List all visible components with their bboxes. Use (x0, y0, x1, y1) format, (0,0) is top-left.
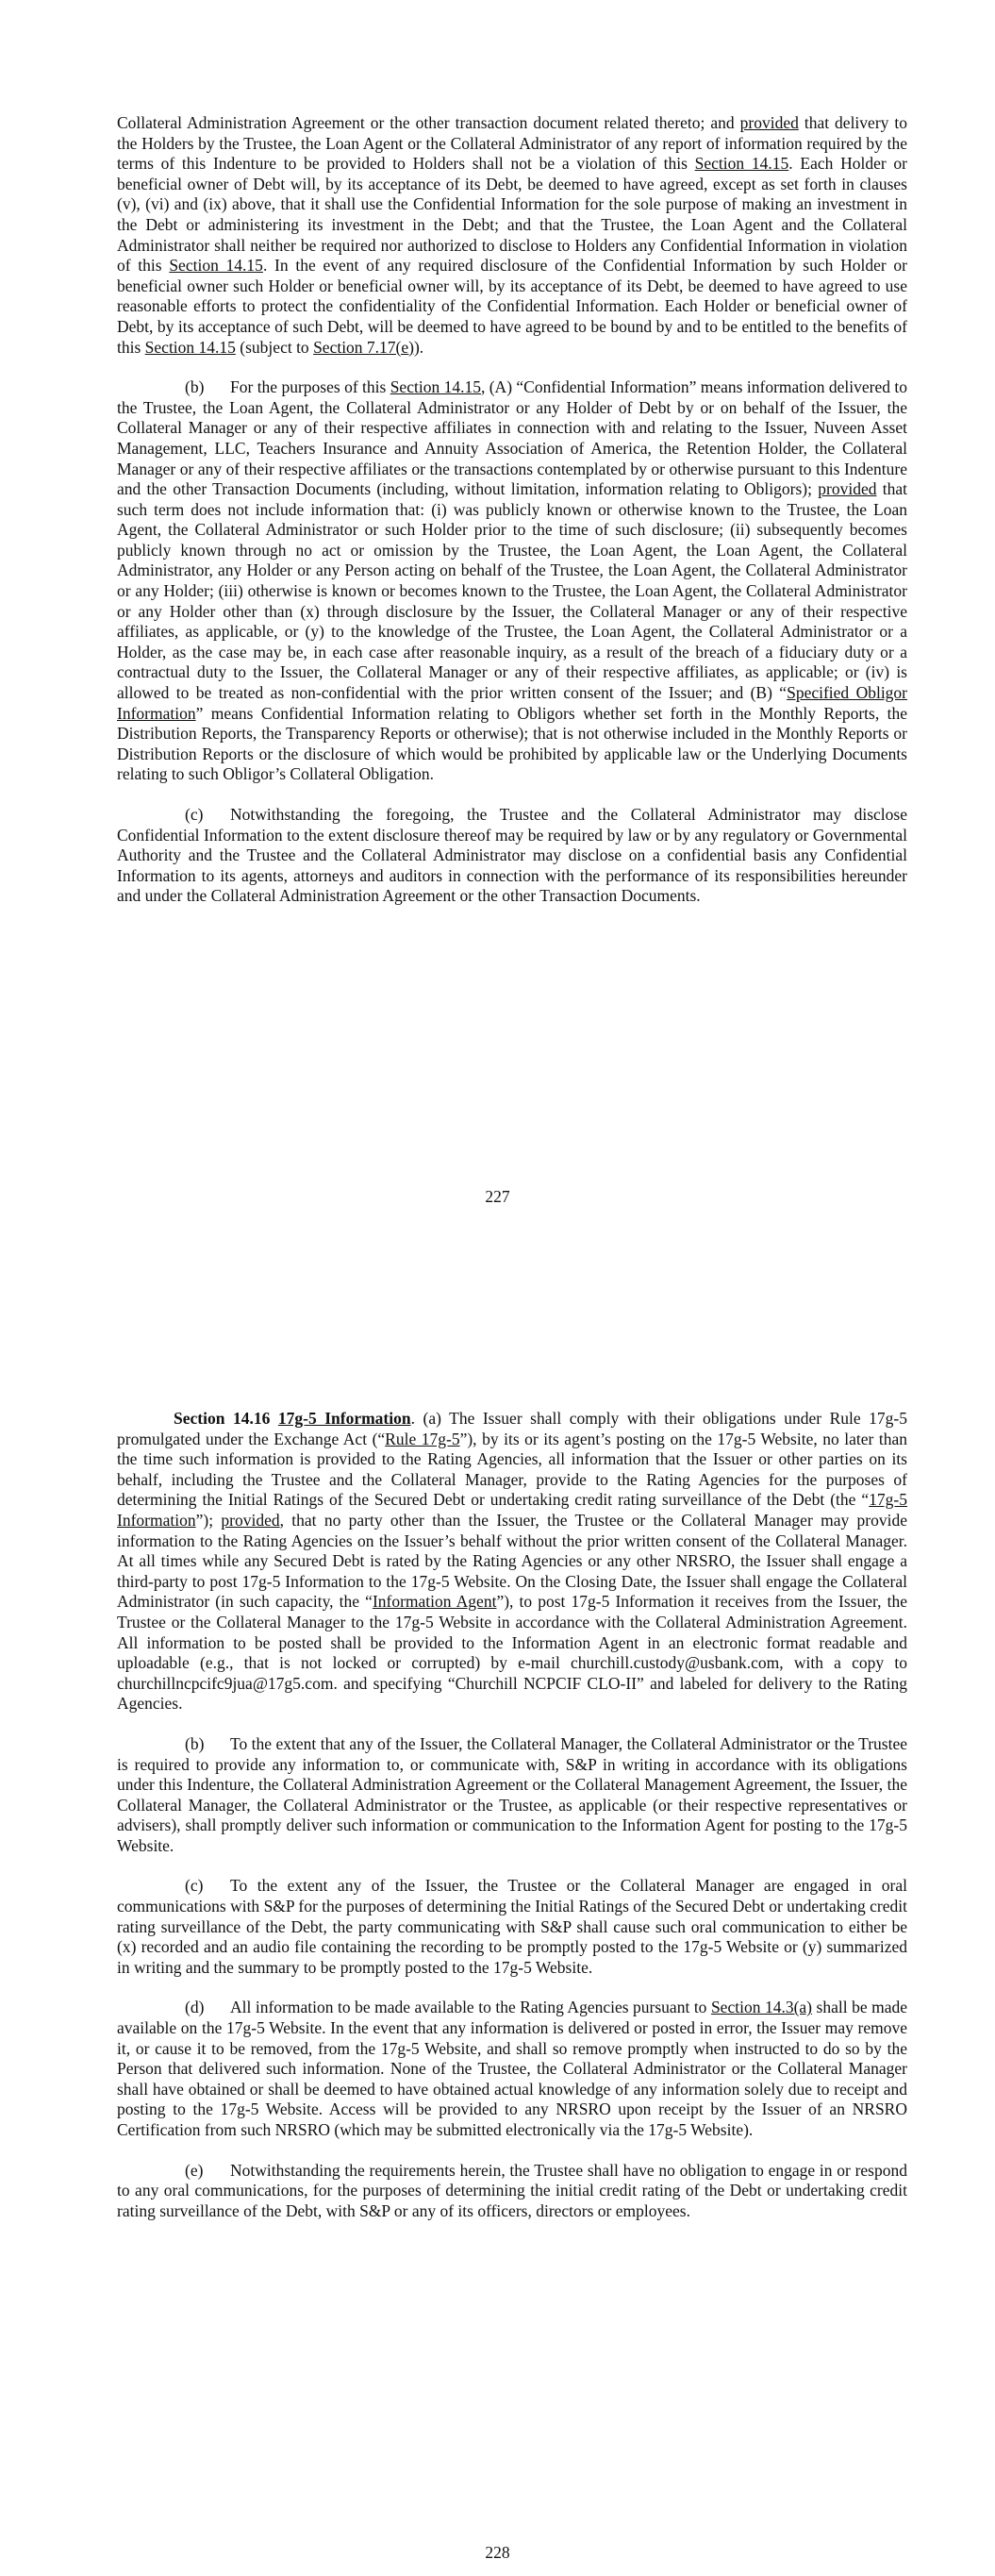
defined-term: Information Agent (372, 1592, 497, 1612)
section-reference: Section 14.15 (169, 256, 263, 276)
text: . (a) The Issuer shall comply with their obligations under Rule 17g-5 promulgated under the Exchange Act (“ (117, 1409, 907, 1448)
text: To the extent that any of the Issuer, the Collateral Manager, the Collateral Administrator or the Trustee is required to provide any information to, or communicate with, S&P in writing in accordance with its obligations under this Indenture, the Collateral Administration Agreement or the Collateral Management Agreement, the Issuer, the Collateral Manager, the Collateral Administrator or the Trustee, as applicable (or their respective representatives or advisers), shall promptly deliver such information or communication to the Information Agent for posting to the 17g-5 Website. (117, 1733, 907, 1855)
paragraph-b (117, 1734, 907, 1857)
defined-term: Specified Obligor Information (117, 683, 908, 723)
text: Notwithstanding the requirements herein, the Trustee shall have no obligation to engage in or respond to any oral communications, for the purposes of determining the initial credit rating of the Debt or undertaking credit rating surveillance of the Debt, with S&P or any of its officers, directors or employees. (117, 2160, 907, 2220)
text: shall be made available on the 17g-5 Website. In the event that any information is delivered or posted in error, the Issuer may remove it, or cause it to be removed, from the 17g-5 Website, and shall so remove promptly when instructed to do so by the Person that delivered such information. None of the Trustee, the Collateral Administrator or the Collateral Manager shall have obtained or shall be deemed to have obtained actual knowledge of any information solely due to receipt and posting to the 17g-5 Website. Access will be provided to any NRSRO upon receipt by the Issuer of an NRSRO Certification from such NRSRO (which may be submitted electronically via the 17g-5 Website). (117, 1998, 907, 2139)
page-number: 228 (485, 2543, 510, 2562)
paragraph-c (117, 805, 907, 907)
paragraph-label: (b) (185, 377, 205, 397)
section-title: 17g-5 Information (277, 1409, 411, 1428)
paragraph-b (117, 377, 907, 785)
section-reference: Section 14.15 (390, 377, 481, 397)
text: (subject to (235, 337, 314, 357)
paragraph-label: (c) (185, 805, 204, 824)
provided-term: provided (818, 479, 877, 499)
text: , (A) “Confidential Information” means information delivered to the Trustee, the Loan Agent, the Collateral Administrator or any Holder of Debt by or on behalf of the Issuer, the Collateral Manager or any of their respective affiliates in connection with and relating to the Issuer, Nuveen Asset Management, LLC, Teachers Insurance and Annuity Association of America, the Retention Holder, the Collateral Manager or any of their respective affiliates or the transactions contemplated by or otherwise pursuant to this Indenture and the other Transaction Documents (including, without limitation, information relating to Obligors); (117, 377, 907, 499)
text: Notwithstanding the foregoing, the Trustee and the Collateral Administrator may disclose Confidential Information to the extent disclosure thereof may be required by law or by any regulatory or Governmental Authority and the Trustee and the Collateral Administrator may disclose on a confidential basis any Confidential Information to its agents, attorneys and auditors in connection with the performance of its responsibilities hereunder and under the Collateral Administration Agreement or the other Transaction Documents. (117, 805, 907, 906)
provided-term: provided (221, 1510, 280, 1530)
page-227-body (117, 113, 907, 927)
text: that such term does not include information that: (i) was publicly known or otherwise known to the Trustee, the Loan Agent, the Collateral Administrator or such Holder prior to the time of such disclosure; (ii) subsequently becomes publicly known through no act or omission by the Trustee, the Loan Agent, the Loan Agent, the Collateral Administrator, any Holder or any Person acting on behalf of the Trustee, the Loan Agent, the Collateral Administrator or any Holder; (iii) otherwise is known or becomes known to the Trustee, the Loan Agent, the Collateral Administrator or any Holder other than (x) through disclosure by the Issuer, the Collateral Manager or any of their respective affiliates, as applicable, or (y) to the knowledge of the Trustee, the Loan Agent, the Collateral Administrator or a Holder, as the case may be, in each case after reasonable inquiry, as a result of the breach of a fiduciary duty or a contractual duty to the Issuer, the Collateral Manager or any of their respective affiliates, as applicable; or (iv) is allowed to be treated as non-confidential with the prior written consent of the Issuer; and (B) “ (117, 479, 907, 703)
section-14-16-paragraph-a (117, 1409, 907, 1715)
text: ”); (195, 1510, 222, 1530)
paragraph-label: (c) (185, 1876, 204, 1896)
text: , that no party other than the Issuer, the Trustee or the Collateral Manager may provide information to the Rating Agencies on the Issuer’s behalf without the prior written consent of the Collateral Manager. At all times while any Secured Debt is rated by the Rating Agencies or any other NRSRO, the Issuer shall engage a third-party to post 17g-5 Information to the 17g-5 Website. On the Closing Date, the Issuer shall engage the Collateral Administrator (in such capacity, the “ (117, 1510, 907, 1612)
text: . In the event of any required disclosure of the Confidential Information by such Holder or beneficial owner such Holder or beneficial owner will, by its acceptance of its Debt, be deemed to have agreed to use reasonable efforts to protect the confidentiality of the Confidential Information. Each Holder or beneficial owner of Debt, by its acceptance of such Debt, will be deemed to have agreed to be bound by and to be entitled to the benefits of this (117, 256, 907, 357)
paragraph-a-continued (117, 113, 907, 358)
text: To the extent any of the Issuer, the Trustee or the Collateral Manager are engaged in oral communications with S&P for the purposes of determining the Initial Ratings of the Secured Debt or undertaking credit rating surveillance of the Debt, the party communicating with S&P shall cause such oral communication to either be (x) recorded and an audio file containing the recording to be promptly posted to the 17g-5 Website or (y) summarized in writing and the summary to be promptly posted to the 17g-5 Website. (117, 1876, 907, 1977)
provided-term: provided (739, 113, 799, 132)
text: ”), to post 17g-5 Information it receives from the Issuer, the Trustee or the Collateral Manager to the 17g-5 Website in accordance with the Collateral Administration Agreement. All information to be posted shall be provided to the Information Agent in an electronic format readable and uploadable (e.g., that is not locked or corrupted) by e-mail churchill.custody@usbank.com, with a copy to churchillncpcifc9jua@17g5.com. and specifying “Churchill NCPCIF CLO-II” and labeled for delivery to the Rating Agencies. (117, 1592, 907, 1714)
paragraph-c (117, 1876, 907, 1978)
section-reference: Section 14.15 (694, 154, 789, 174)
text: All information to be made available to the Rating Agencies pursuant to (230, 1998, 711, 2017)
section-reference: Section 7.17(e) (313, 337, 414, 357)
defined-term: Rule 17g-5 (385, 1429, 460, 1448)
text: For the purposes of this (230, 377, 390, 397)
section-number: Section 14.16 (174, 1409, 271, 1428)
page-number: 227 (485, 1187, 510, 1206)
paragraph-d (117, 1998, 907, 2140)
paragraph-label: (b) (185, 1733, 205, 1753)
text: that delivery to the Holders by the Trustee, the Loan Agent or the Collateral Administrator of any report of information required by the terms of this Indenture to be provided to Holders shall not be a violation of this (117, 113, 907, 174)
paragraph-label: (d) (185, 1998, 205, 2017)
text: . Each Holder or beneficial owner of Debt will, by its acceptance of its Debt, be deemed to have agreed, except as set forth in clauses (v), (vi) and (ix) above, that it shall use the Confidential Information for the sole purpose of making an investment in the Debt or administering its investment in the Debt; and that the Trustee, the Loan Agent and the Collateral Administrator shall neither be required nor authorized to disclose to Holders any Confidential Information in violation of this (117, 154, 907, 276)
paragraph-label: (e) (185, 2160, 204, 2180)
paragraph-e (117, 2161, 907, 2222)
page-228-body (117, 1409, 907, 2241)
defined-term: 17g-5 Information (117, 1490, 907, 1530)
text: ”), by its or its agent’s posting on the 17g-5 Website, no later than the time such information is provided to the Rating Agencies, all information that the Issuer or other parties on its behalf, including the Trustee and the Collateral Manager, provide to the Rating Agencies for the purposes of determining the Initial Ratings of the Secured Debt or undertaking credit rating surveillance of the Debt (the “ (117, 1429, 907, 1510)
section-reference: Section 14.3(a) (710, 1998, 812, 2017)
text: Collateral Administration Agreement or the other transaction document related thereto; and (117, 113, 740, 132)
text: ” means Confidential Information relating to Obligors whether set forth in the Monthly Reports, the Distribution Reports, the Transparency Reports or otherwise); that is not otherwise included in the Monthly Reports or Distribution Reports or the disclosure of which would be prohibited by applicable law or the Underlying Documents relating to such Obligor’s Collateral Obligation. (117, 703, 907, 784)
section-reference: Section 14.15 (144, 337, 236, 357)
page-228 (0, 1288, 995, 2576)
text: ). (413, 337, 424, 357)
